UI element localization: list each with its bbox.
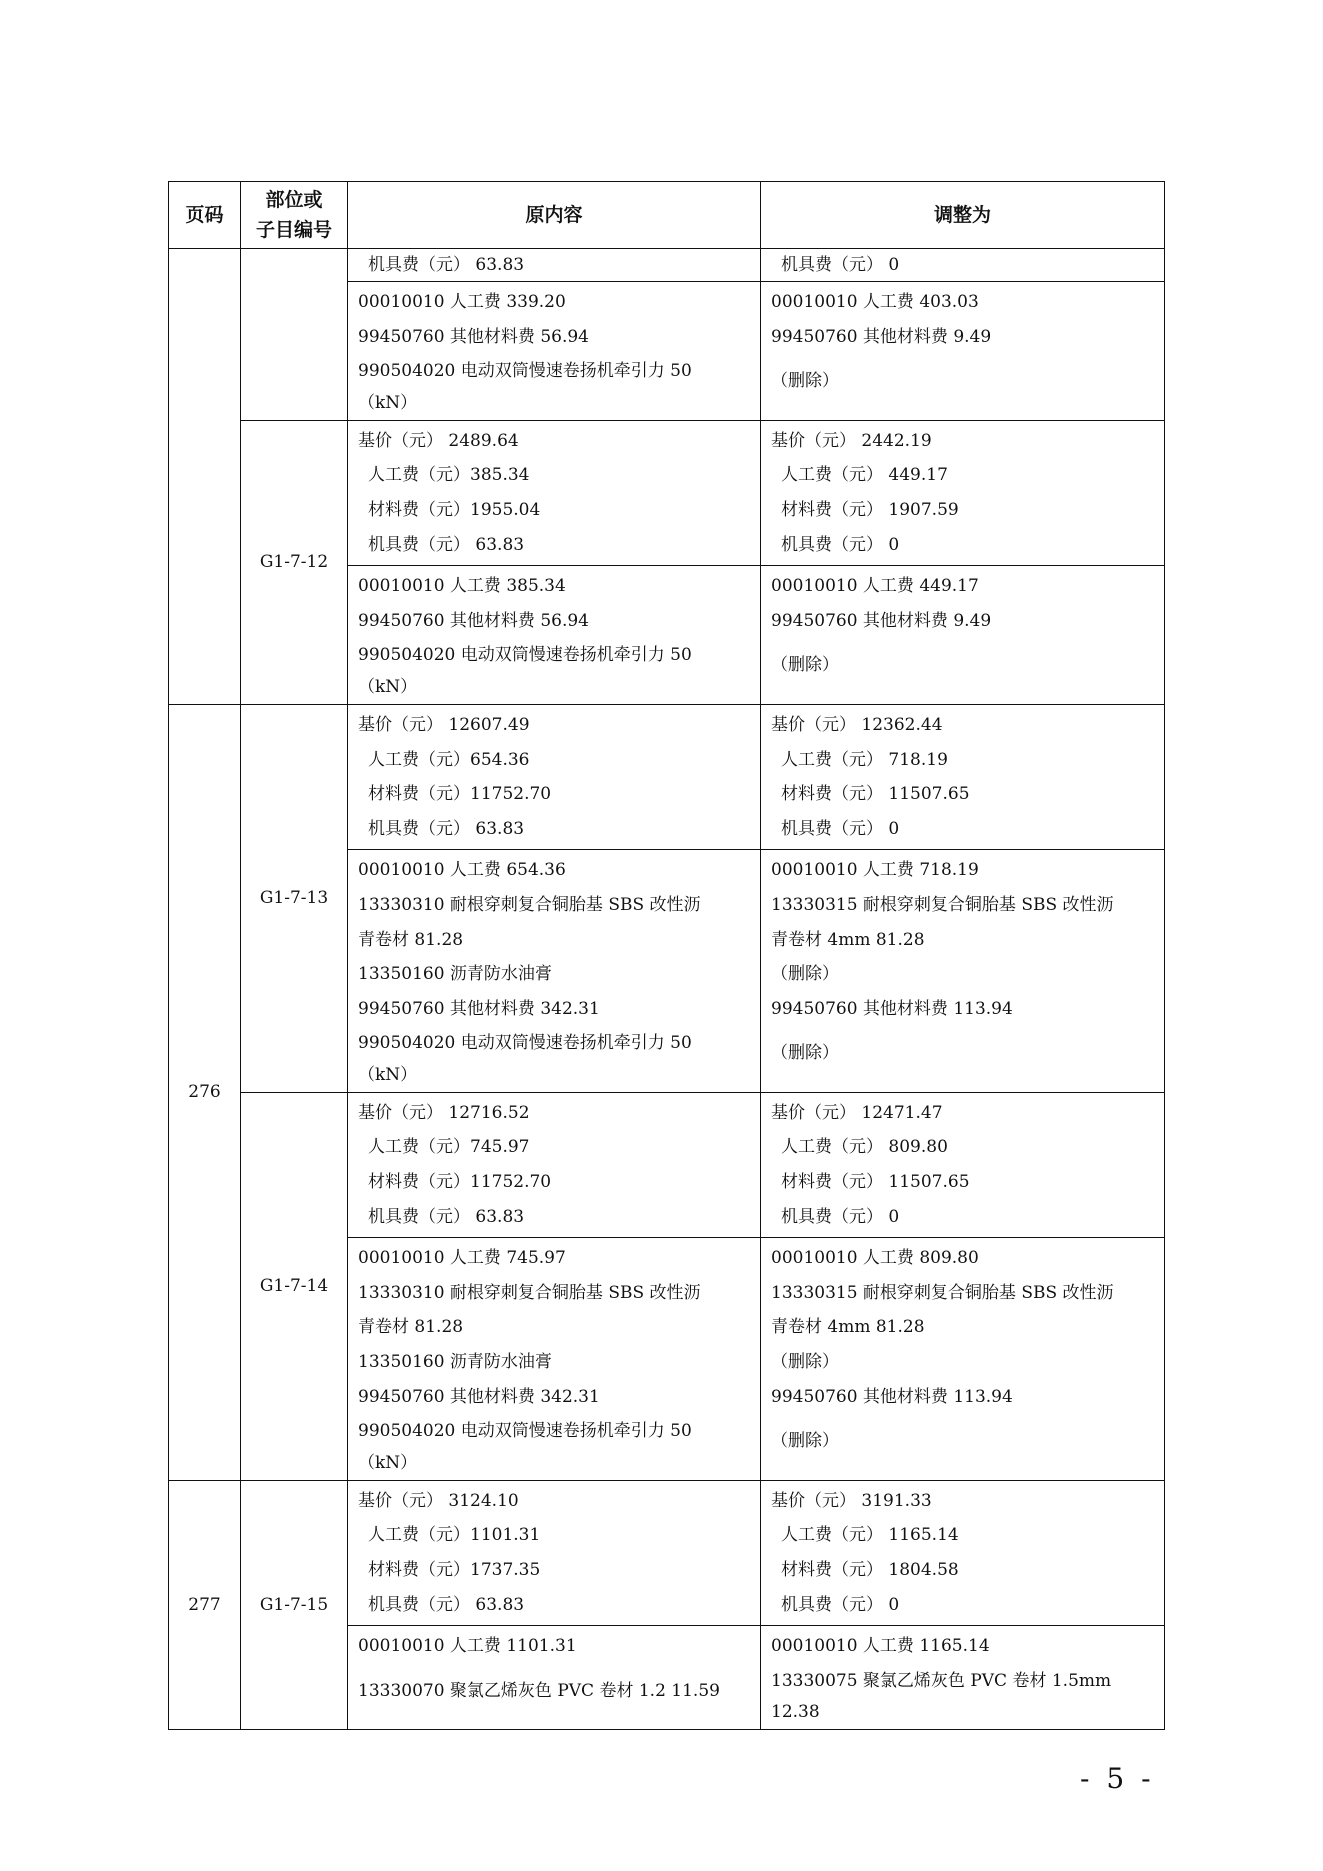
adjusted-cell bbox=[761, 282, 1165, 421]
original-cell bbox=[348, 420, 761, 565]
original-cell bbox=[348, 566, 761, 705]
content-line: 基价（元） 3124.10 bbox=[358, 1490, 519, 1511]
content-line: 材料费（元）11752.70 bbox=[368, 784, 552, 805]
original-cell bbox=[348, 1238, 761, 1481]
page-number-cell: 276 bbox=[169, 704, 241, 1480]
content-line: 机具费（元） 0 bbox=[781, 1206, 900, 1227]
content-line: 青卷材 4mm 81.28 bbox=[771, 929, 925, 950]
content-line: 人工费（元） 449.17 bbox=[781, 465, 948, 486]
original-cell bbox=[348, 249, 761, 282]
content-line: 机具费（元） 0 bbox=[781, 255, 900, 275]
content-line: 13330075 聚氯乙烯灰色 PVC 卷材 1.5mm bbox=[771, 1670, 1112, 1691]
adjusted-cell bbox=[761, 420, 1165, 565]
content-line: 990504020 电动双筒慢速卷扬机牵引力 50 bbox=[358, 645, 692, 666]
content-line: 99450760 其他材料费 113.94 bbox=[771, 998, 1013, 1019]
content-line: （删除） bbox=[771, 1431, 839, 1452]
content-line: 00010010 人工费 718.19 bbox=[771, 860, 979, 881]
content-line: 人工费（元）654.36 bbox=[368, 749, 530, 770]
content-line: 人工费（元） 809.80 bbox=[781, 1137, 948, 1158]
content-line: 00010010 人工费 385.34 bbox=[358, 576, 566, 597]
content-line: 基价（元） 12607.49 bbox=[358, 714, 530, 735]
content-line: 13330315 耐根穿刺复合铜胎基 SBS 改性沥 bbox=[771, 894, 1114, 915]
content-line: 人工费（元） 1165.14 bbox=[781, 1525, 959, 1546]
adjusted-cell bbox=[761, 850, 1165, 1093]
content-line: 机具费（元） 0 bbox=[781, 534, 900, 555]
header-original: 原内容 bbox=[348, 182, 761, 249]
content-line: 材料费（元）11752.70 bbox=[368, 1172, 552, 1193]
table-row bbox=[169, 420, 1165, 565]
table-row bbox=[169, 249, 1165, 282]
content-line: （删除） bbox=[771, 1352, 839, 1373]
original-cell bbox=[348, 1480, 761, 1625]
content-line: 00010010 人工费 449.17 bbox=[771, 576, 979, 597]
content-line: 材料费（元） 11507.65 bbox=[781, 1172, 970, 1193]
content-line: 机具费（元） 63.83 bbox=[368, 255, 525, 275]
content-line: 99450760 其他材料费 56.94 bbox=[358, 326, 590, 347]
adjusted-cell bbox=[761, 704, 1165, 849]
content-line: 990504020 电动双筒慢速卷扬机牵引力 50 bbox=[358, 1033, 692, 1054]
content-line: 00010010 人工费 1165.14 bbox=[771, 1636, 990, 1657]
adjusted-cell bbox=[761, 1480, 1165, 1625]
content-line: （删除） bbox=[771, 964, 839, 985]
content-line: 13330315 耐根穿刺复合铜胎基 SBS 改性沥 bbox=[771, 1282, 1114, 1303]
content-line: （删除） bbox=[771, 371, 839, 392]
content-line: 13350160 沥青防水油膏 bbox=[358, 1352, 552, 1373]
content-line: 青卷材 81.28 bbox=[358, 1317, 464, 1338]
content-line: 99450760 其他材料费 56.94 bbox=[358, 610, 590, 631]
page-number-footer: - 5 - bbox=[1080, 1762, 1155, 1795]
content-line: 990504020 电动双筒慢速卷扬机牵引力 50 bbox=[358, 1421, 692, 1442]
header-code: 部位或 子目编号 bbox=[241, 182, 348, 249]
content-line: 99450760 其他材料费 9.49 bbox=[771, 610, 992, 631]
content-line: 基价（元） 12362.44 bbox=[771, 714, 943, 735]
content-line: 机具费（元） 63.83 bbox=[368, 534, 525, 555]
content-line: 机具费（元） 0 bbox=[781, 818, 900, 839]
content-line: 材料费（元）1737.35 bbox=[368, 1560, 541, 1580]
content-line: 00010010 人工费 745.97 bbox=[358, 1248, 566, 1269]
content-line: 机具费（元） 0 bbox=[781, 1594, 900, 1615]
content-line: 00010010 人工费 1101.31 bbox=[358, 1636, 577, 1657]
content-line: （kN） bbox=[358, 1452, 418, 1473]
table-row bbox=[169, 1092, 1165, 1237]
adjusted-cell bbox=[761, 1092, 1165, 1237]
content-line: 机具费（元） 63.83 bbox=[368, 1594, 525, 1615]
content-line: 基价（元） 2489.64 bbox=[358, 430, 519, 451]
content-line: 机具费（元） 63.83 bbox=[368, 1206, 525, 1227]
content-line: 基价（元） 3191.33 bbox=[771, 1490, 932, 1511]
item-code: G1-7-15 bbox=[241, 1480, 348, 1730]
header-adjusted: 调整为 bbox=[761, 182, 1165, 249]
content-line: 99450760 其他材料费 113.94 bbox=[771, 1386, 1013, 1407]
table-header-row bbox=[169, 182, 1165, 249]
content-line: 机具费（元） 63.83 bbox=[368, 818, 525, 839]
adjusted-cell bbox=[761, 249, 1165, 282]
original-cell bbox=[348, 1092, 761, 1237]
content-line: 00010010 人工费 403.03 bbox=[771, 292, 979, 312]
item-code: G1-7-14 bbox=[241, 1092, 348, 1480]
original-cell bbox=[348, 704, 761, 849]
content-line: 人工费（元）745.97 bbox=[368, 1137, 530, 1158]
content-line: 人工费（元）1101.31 bbox=[368, 1525, 541, 1546]
content-line: 13330310 耐根穿刺复合铜胎基 SBS 改性沥 bbox=[358, 1282, 701, 1303]
code-cell-empty bbox=[241, 249, 348, 421]
table-row bbox=[169, 1480, 1165, 1625]
item-code: G1-7-12 bbox=[241, 420, 348, 704]
content-line: 13350160 沥青防水油膏 bbox=[358, 964, 552, 985]
content-line: 人工费（元） 718.19 bbox=[781, 749, 948, 770]
content-line: 990504020 电动双筒慢速卷扬机牵引力 50 bbox=[358, 361, 692, 382]
content-line: 基价（元） 12471.47 bbox=[771, 1102, 943, 1123]
content-line: （kN） bbox=[358, 1064, 418, 1085]
adjusted-cell bbox=[761, 566, 1165, 705]
content-line: 材料费（元）1955.04 bbox=[368, 499, 541, 520]
content-line: 青卷材 4mm 81.28 bbox=[771, 1317, 925, 1338]
content-line: 13330310 耐根穿刺复合铜胎基 SBS 改性沥 bbox=[358, 894, 701, 915]
original-cell bbox=[348, 282, 761, 421]
content-line: 99450760 其他材料费 9.49 bbox=[771, 326, 992, 347]
content-line: 基价（元） 2442.19 bbox=[771, 430, 932, 451]
header-page: 页码 bbox=[169, 182, 241, 249]
adjusted-cell bbox=[761, 1238, 1165, 1481]
content-line: 99450760 其他材料费 342.31 bbox=[358, 998, 600, 1019]
content-line: 青卷材 81.28 bbox=[358, 929, 464, 950]
table-row bbox=[169, 704, 1165, 849]
page-number-cell: 277 bbox=[169, 1480, 241, 1730]
content-line: 材料费（元） 1907.59 bbox=[781, 499, 959, 520]
content-line: （删除） bbox=[771, 655, 839, 676]
content-line: 基价（元） 12716.52 bbox=[358, 1102, 530, 1123]
content-line: （kN） bbox=[358, 392, 418, 413]
page-cell-empty bbox=[169, 249, 241, 705]
adjusted-cell bbox=[761, 1626, 1165, 1730]
content-line: 材料费（元） 11507.65 bbox=[781, 784, 970, 805]
content-line: （kN） bbox=[358, 676, 418, 697]
content-line: 00010010 人工费 654.36 bbox=[358, 860, 566, 881]
content-line: 人工费（元）385.34 bbox=[368, 465, 530, 486]
errata-table bbox=[168, 181, 1165, 1730]
content-line: 00010010 人工费 809.80 bbox=[771, 1248, 979, 1269]
item-code: G1-7-13 bbox=[241, 704, 348, 1092]
content-line: 00010010 人工费 339.20 bbox=[358, 292, 566, 312]
content-line: （删除） bbox=[771, 1043, 839, 1064]
original-cell bbox=[348, 1626, 761, 1730]
original-cell bbox=[348, 850, 761, 1093]
content-line: 材料费（元） 1804.58 bbox=[781, 1560, 959, 1580]
content-line: 13330070 聚氯乙烯灰色 PVC 卷材 1.2 11.59 bbox=[358, 1680, 720, 1701]
content-line: 99450760 其他材料费 342.31 bbox=[358, 1386, 600, 1407]
content-line: 12.38 bbox=[771, 1702, 820, 1723]
